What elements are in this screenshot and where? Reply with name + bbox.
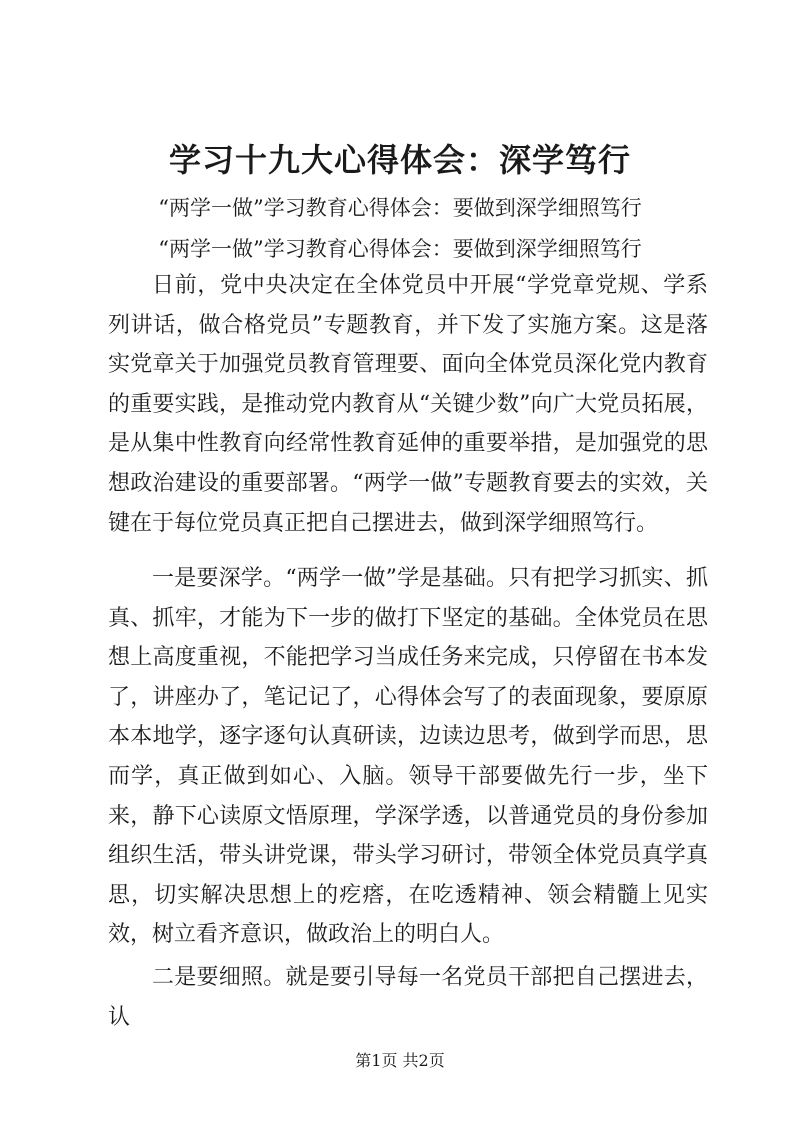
body-paragraph: 二是要细照。就是要引导每一名党员干部把自己摆进去，认 [108,965,708,1030]
page-footer: 第1页 共2页 [355,1051,445,1070]
body-paragraph-container [108,266,708,543]
document-subtitle: “两学一做”学习教育心得体会：要做到深学细照笃行 [158,196,642,220]
body-paragraph-container [108,559,708,955]
body-paragraph: 一是要深学。“两学一做”学是基础。只有把学习抓实、抓真、抓牢，才能为下一步的做打下坚定的基础。全体党员在思想上高度重视，不能把学习当成任务来完成，只停留在书本发了，讲座办了，笔记记了，心得体会写了的表面现象，要原原本本地学，逐字逐句认真研读，边读边思考，做到学而思，思而学，真正做到如心、入脑。领导干部要做先行一步，坐下来，静下心读原文悟原理，学深学透，以普通党员的身份参加组织生活，带头讲党课，带头学习研讨，带领全体党员真学真思，切实解决思想上的疙瘩，在吃透精神、领会精髓上见实效，树立看齐意识，做政治上的明白人。 [108,566,708,948]
body-paragraph: 日前，党中央决定在全体党员中开展“学党章党规、学系列讲话，做合格党员”专题教育，并下发了实施方案。这是落实党章关于加强党员教育管理要、面向全体党员深化党内教育的重要实践，是推动党内教育从“关键少数”向广大党员拓展，是从集中性教育向经常性教育延伸的重要举措，是加强党的思想政治建设的重要部署。“两学一做”专题教育要去的实效，关键在于每位党员真正把自己摆进去，做到深学细照笃行。 [108,273,708,536]
body-paragraph-container [108,958,708,1037]
document-subtitle: “两学一做”学习教育心得体会：要做到深学细照笃行 [158,237,642,261]
document-title: 学习十九大心得体会：深学笃行 [168,141,631,179]
